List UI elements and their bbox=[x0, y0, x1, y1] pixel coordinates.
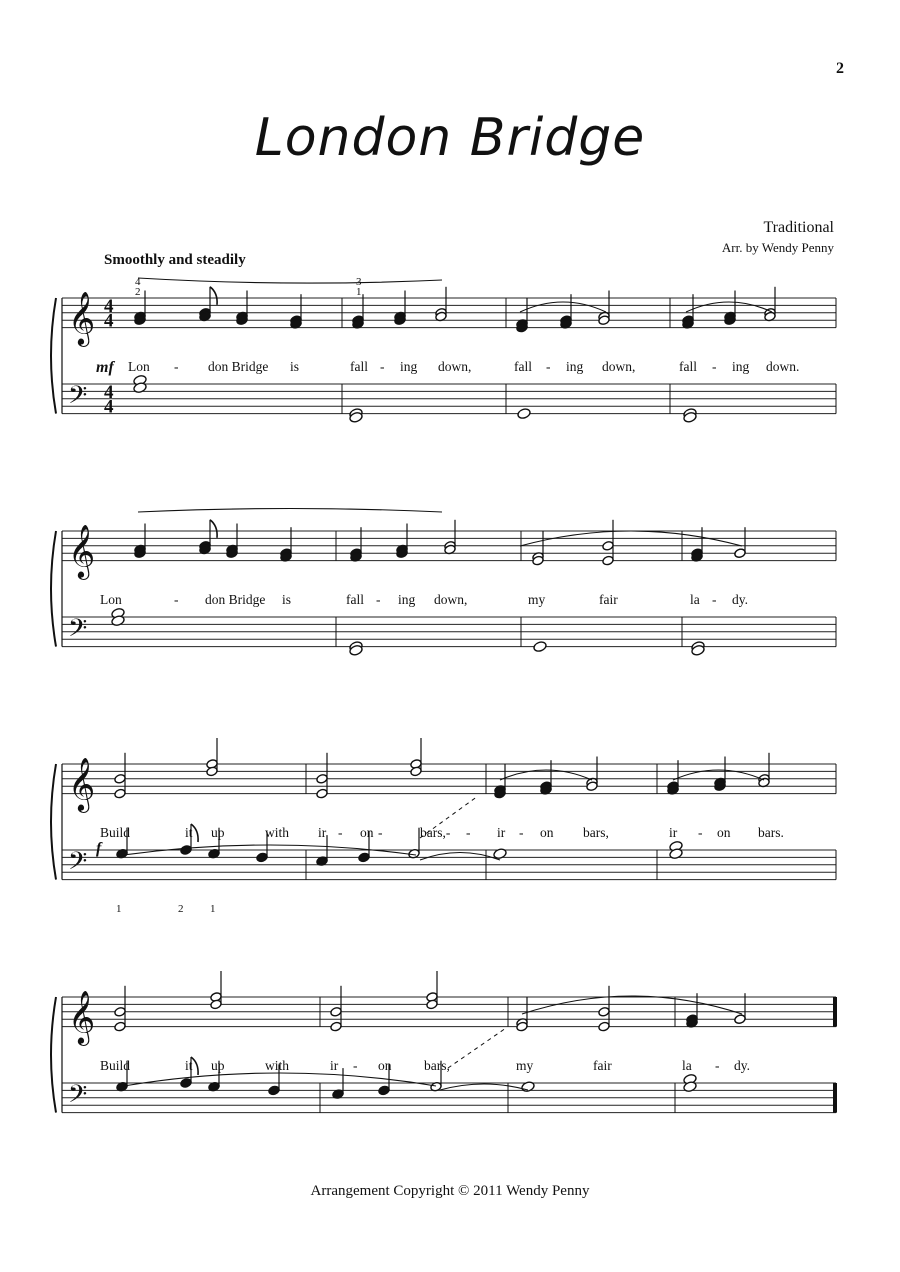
lyric: - bbox=[715, 1058, 720, 1073]
notes bbox=[111, 278, 776, 1099]
lyric: bars. bbox=[758, 825, 784, 840]
lyric: - bbox=[378, 825, 383, 840]
notehead bbox=[521, 1081, 536, 1093]
lyric: - bbox=[174, 359, 179, 374]
lyric: - bbox=[466, 825, 471, 840]
brace bbox=[51, 997, 56, 1113]
slur bbox=[686, 302, 772, 312]
lyric: dy. bbox=[734, 1058, 750, 1073]
lyric: don Bridge bbox=[205, 592, 266, 607]
notehead bbox=[180, 1078, 192, 1089]
lyric: fair bbox=[593, 1058, 612, 1073]
lyric: ing bbox=[566, 359, 584, 374]
lyric: fall bbox=[350, 359, 368, 374]
lyric: - bbox=[546, 359, 551, 374]
lyric: down, bbox=[438, 359, 472, 374]
notehead bbox=[734, 1014, 746, 1025]
lyric: bars, bbox=[583, 825, 609, 840]
lyric: la bbox=[682, 1058, 692, 1073]
page-title: London Bridge bbox=[254, 108, 646, 168]
note-flag bbox=[210, 520, 217, 538]
lyric: up bbox=[211, 1058, 225, 1073]
time-signature-numerator: 4 bbox=[104, 381, 114, 403]
notehead bbox=[180, 845, 192, 856]
lyric-extension bbox=[448, 1028, 506, 1068]
time-signature-denominator: 4 bbox=[104, 396, 114, 418]
lyric: fair bbox=[599, 592, 618, 607]
lyric: down, bbox=[434, 592, 468, 607]
dynamic-marking: f bbox=[96, 840, 102, 857]
slur bbox=[440, 1084, 528, 1090]
lyric: - bbox=[712, 592, 717, 607]
final-barline bbox=[833, 997, 837, 1027]
bass-clef: 𝄢 bbox=[68, 1080, 88, 1116]
lyric: ing bbox=[732, 359, 750, 374]
time-signature-denominator: 4 bbox=[104, 310, 114, 332]
notehead bbox=[330, 1006, 342, 1017]
brace bbox=[51, 298, 56, 414]
lyric: up bbox=[211, 825, 225, 840]
tempo-marking: Smoothly and steadily bbox=[104, 252, 246, 268]
lyric: on bbox=[540, 825, 554, 840]
fingering: 1 bbox=[210, 903, 216, 915]
lyric: - bbox=[174, 592, 179, 607]
lyric: my bbox=[528, 592, 546, 607]
final-barline bbox=[833, 1083, 837, 1113]
bass-clef: 𝄢 bbox=[68, 381, 88, 417]
lyric: ir bbox=[318, 825, 327, 840]
fingering: 1 bbox=[356, 286, 362, 298]
lyric: - bbox=[376, 592, 381, 607]
lyric: fall bbox=[514, 359, 532, 374]
lyric: bars, bbox=[424, 1058, 450, 1073]
lyric: is bbox=[282, 592, 292, 607]
slur bbox=[520, 302, 606, 312]
lyric: Lon bbox=[100, 592, 122, 607]
notehead bbox=[602, 540, 614, 551]
note-flag bbox=[210, 287, 217, 305]
notehead bbox=[598, 1006, 610, 1017]
lyric: on bbox=[360, 825, 374, 840]
notehead bbox=[330, 1021, 342, 1032]
notehead bbox=[517, 408, 532, 420]
lyric: on bbox=[378, 1058, 392, 1073]
fingering: 4 bbox=[135, 276, 141, 288]
slur bbox=[138, 509, 442, 513]
slur bbox=[420, 853, 500, 861]
notehead bbox=[533, 641, 548, 653]
lyric: ir bbox=[497, 825, 506, 840]
notehead bbox=[268, 1085, 280, 1096]
bass-clef: 𝄢 bbox=[68, 847, 88, 883]
notehead bbox=[114, 788, 126, 799]
lyric: on bbox=[717, 825, 731, 840]
lyric: Build bbox=[100, 1058, 131, 1073]
notehead bbox=[734, 548, 746, 559]
fingering: 3 bbox=[356, 276, 362, 288]
notehead bbox=[378, 1085, 390, 1096]
dynamic-marking: mf bbox=[96, 359, 114, 376]
notehead bbox=[316, 773, 328, 784]
lyric: down, bbox=[602, 359, 636, 374]
fingering: 2 bbox=[178, 903, 184, 915]
copyright-notice: Arrangement Copyright © 2011 Wendy Penny bbox=[310, 1183, 590, 1199]
lyric: - bbox=[712, 359, 717, 374]
lyric: ir bbox=[669, 825, 678, 840]
lyric: ir bbox=[330, 1058, 339, 1073]
notehead bbox=[114, 1006, 126, 1017]
lyric: - bbox=[698, 825, 703, 840]
lyric: with bbox=[265, 1058, 290, 1073]
notehead bbox=[602, 555, 614, 566]
notehead bbox=[358, 852, 370, 863]
lyric: my bbox=[516, 1058, 534, 1073]
lyric: - bbox=[380, 359, 385, 374]
lyric: it bbox=[185, 825, 193, 840]
bass-clef: 𝄢 bbox=[68, 614, 88, 650]
staff-lines bbox=[51, 295, 837, 1116]
lyric: Lon bbox=[128, 359, 150, 374]
notehead bbox=[598, 1021, 610, 1032]
lyric: is bbox=[290, 359, 300, 374]
treble-clef: 𝄞 bbox=[68, 989, 96, 1044]
notehead bbox=[316, 788, 328, 799]
notehead bbox=[114, 1021, 126, 1032]
notehead bbox=[256, 852, 268, 863]
score-text bbox=[68, 276, 799, 1115]
lyric: don Bridge bbox=[208, 359, 269, 374]
lyric: - bbox=[338, 825, 343, 840]
arranger: Arr. by Wendy Penny bbox=[721, 240, 834, 255]
brace bbox=[51, 764, 56, 880]
slur bbox=[138, 278, 442, 283]
brace bbox=[51, 531, 56, 647]
lyric: Build bbox=[100, 825, 131, 840]
lyric: ing bbox=[398, 592, 416, 607]
treble-clef: 𝄞 bbox=[68, 523, 96, 578]
page-number: 2 bbox=[836, 60, 844, 77]
fingering: 2 bbox=[135, 286, 141, 298]
lyric: down. bbox=[766, 359, 800, 374]
lyric: bars,- bbox=[420, 825, 451, 840]
treble-clef: 𝄞 bbox=[68, 756, 96, 811]
fingering: 1 bbox=[116, 903, 122, 915]
lyric: - bbox=[519, 825, 524, 840]
lyric: - bbox=[353, 1058, 358, 1073]
treble-clef: 𝄞 bbox=[68, 290, 96, 345]
time-signature-numerator: 4 bbox=[104, 295, 114, 317]
notehead bbox=[114, 773, 126, 784]
composer: Traditional bbox=[763, 219, 834, 236]
lyric: dy. bbox=[732, 592, 748, 607]
lyric: fall bbox=[346, 592, 364, 607]
lyric: fall bbox=[679, 359, 697, 374]
lyric: with bbox=[265, 825, 290, 840]
lyric: la bbox=[690, 592, 700, 607]
lyric: it bbox=[185, 1058, 193, 1073]
lyric: ing bbox=[400, 359, 418, 374]
